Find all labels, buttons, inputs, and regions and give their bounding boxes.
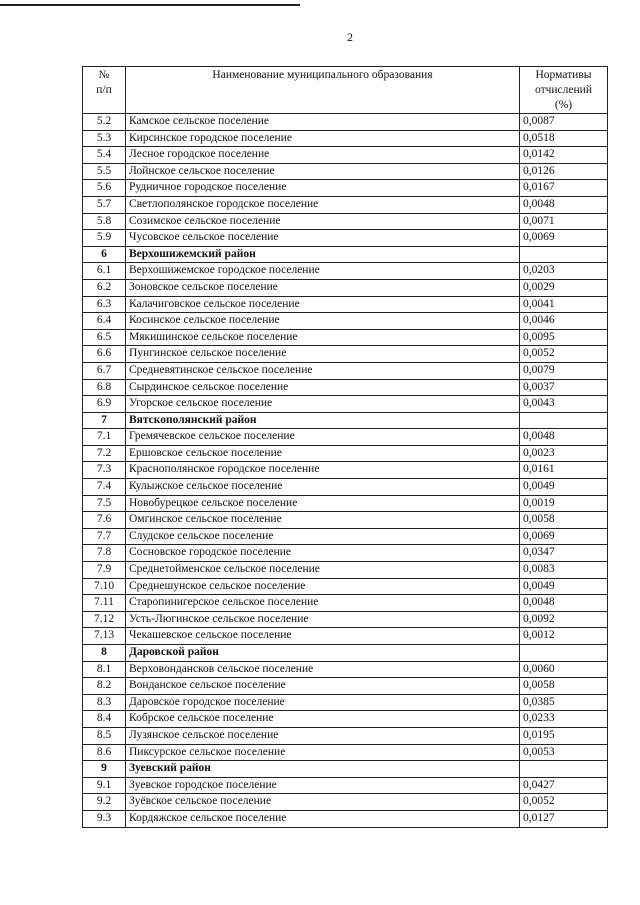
table-row [83,445,608,462]
row-value: 0,0385 [520,694,608,711]
norms-table [82,66,608,828]
row-name: Мякишинское сельское поселение [126,329,520,346]
table-row [83,545,608,562]
row-value: 0,0052 [520,794,608,811]
row-value: 0,0167 [520,180,608,197]
table-row [83,114,608,131]
row-value: 0,0058 [520,512,608,529]
table-row [83,180,608,197]
table-row [83,130,608,147]
table-row [83,595,608,612]
table-row [83,711,608,728]
row-value: 0,0233 [520,711,608,728]
row-number: 8.4 [83,711,126,728]
header-norms [520,67,608,114]
table-row [83,313,608,330]
row-number: 5.8 [83,213,126,230]
district-row [83,412,608,429]
row-number: 6.7 [83,362,126,379]
row-name: Кобрское сельское поселение [126,711,520,728]
table-row [83,810,608,827]
row-name: Созимское сельское поселение [126,213,520,230]
row-number: 6.5 [83,329,126,346]
row-number: 5.7 [83,196,126,213]
table-header-row [83,67,608,114]
table-row [83,611,608,628]
row-value: 0,0049 [520,479,608,496]
row-number: 9 [83,761,126,778]
table-row [83,479,608,496]
row-name: Даровской район [126,645,520,662]
row-value: 0,0203 [520,263,608,280]
table-row [83,329,608,346]
row-value: 0,0127 [520,810,608,827]
table-row [83,777,608,794]
row-name: Зуевский район [126,761,520,778]
row-name: Верхошижемское городское поселение [126,263,520,280]
row-number: 5.4 [83,147,126,164]
row-name: Камское сельское поселение [126,114,520,131]
row-name: Лойнское сельское поселение [126,163,520,180]
row-value: 0,0083 [520,562,608,579]
row-number: 7.8 [83,545,126,562]
row-value: 0,0048 [520,196,608,213]
row-name: Вятскополянский район [126,412,520,429]
row-value: 0,0079 [520,362,608,379]
row-value: 0,0049 [520,578,608,595]
row-name: Сырдинское сельское поселение [126,379,520,396]
row-number: 7.12 [83,611,126,628]
row-number: 9.1 [83,777,126,794]
row-number: 5.5 [83,163,126,180]
table-row [83,429,608,446]
district-row [83,645,608,662]
row-number: 7.11 [83,595,126,612]
table-row [83,396,608,413]
row-name: Косинское сельское поселение [126,313,520,330]
row-number: 7.3 [83,462,126,479]
row-value: 0,0071 [520,213,608,230]
row-name: Рудничное городское поселение [126,180,520,197]
row-value: 0,0052 [520,346,608,363]
row-number: 8.1 [83,661,126,678]
table-row [83,578,608,595]
row-value: 0,0019 [520,495,608,512]
row-number: 7.1 [83,429,126,446]
table-row [83,379,608,396]
table-row [83,462,608,479]
table-row [83,279,608,296]
table-row [83,495,608,512]
row-number: 7.10 [83,578,126,595]
row-value: 0,0126 [520,163,608,180]
table-row [83,727,608,744]
table-row [83,263,608,280]
header-number-line2: п/п [96,84,112,96]
row-number: 8.5 [83,727,126,744]
row-name: Лузянское сельское поселение [126,727,520,744]
row-number: 9.2 [83,794,126,811]
row-value [520,246,608,263]
row-number: 6.6 [83,346,126,363]
row-name: Кирсинское городское поселение [126,130,520,147]
table-row [83,694,608,711]
row-name: Даровское городское поселение [126,694,520,711]
row-name: Кордяжское сельское поселение [126,810,520,827]
row-number: 7 [83,412,126,429]
row-value: 0,0012 [520,628,608,645]
header-number [83,67,126,114]
row-number: 6 [83,246,126,263]
row-value: 0,0518 [520,130,608,147]
row-value: 0,0037 [520,379,608,396]
table-row [83,744,608,761]
row-name: Чусовское сельское поселение [126,230,520,247]
table-row [83,230,608,247]
row-number: 6.2 [83,279,126,296]
row-value: 0,0427 [520,777,608,794]
row-name: Чекашевское сельское поселение [126,628,520,645]
row-number: 7.4 [83,479,126,496]
row-name: Пунгинское сельское поселение [126,346,520,363]
row-value: 0,0053 [520,744,608,761]
row-name: Вонданское сельское поселение [126,678,520,695]
row-name: Пиксурское сельское поселение [126,744,520,761]
table-row [83,196,608,213]
row-number: 5.2 [83,114,126,131]
row-name: Краснополянское городское поселение [126,462,520,479]
row-value: 0,0046 [520,313,608,330]
row-number: 6.1 [83,263,126,280]
table-row [83,213,608,230]
table-body [83,114,608,828]
row-number: 8 [83,645,126,662]
row-number: 7.2 [83,445,126,462]
row-value: 0,0041 [520,296,608,313]
table-row [83,163,608,180]
row-number: 6.3 [83,296,126,313]
row-number: 7.6 [83,512,126,529]
table-row [83,346,608,363]
row-name: Калачиговское сельское поселение [126,296,520,313]
row-value: 0,0347 [520,545,608,562]
page-number: 2 [347,30,353,44]
table-row [83,678,608,695]
row-number: 8.6 [83,744,126,761]
table-row [83,628,608,645]
row-value [520,645,608,662]
table-row [83,661,608,678]
row-value: 0,0195 [520,727,608,744]
row-name: Старопинигерское сельское поселение [126,595,520,612]
row-name: Среднешунское сельское поселение [126,578,520,595]
row-name: Верховондансков сельское поселение [126,661,520,678]
row-number: 6.4 [83,313,126,330]
row-number: 7.9 [83,562,126,579]
row-name: Гремячевское сельское поселение [126,429,520,446]
district-row [83,761,608,778]
district-row [83,246,608,263]
row-number: 8.2 [83,678,126,695]
row-value: 0,0069 [520,230,608,247]
row-value: 0,0095 [520,329,608,346]
row-value: 0,0161 [520,462,608,479]
table-row [83,528,608,545]
row-number: 7.7 [83,528,126,545]
row-value: 0,0087 [520,114,608,131]
row-name: Слудское сельское поселение [126,528,520,545]
row-number: 6.9 [83,396,126,413]
row-name: Зуевское городское поселение [126,777,520,794]
row-value [520,761,608,778]
row-value: 0,0142 [520,147,608,164]
header-norms-line1: Нормативы [535,69,592,81]
row-name: Лесное городское поселение [126,147,520,164]
row-name: Зуёвское сельское поселение [126,794,520,811]
row-name: Усть-Люгинское сельское поселение [126,611,520,628]
row-value: 0,0048 [520,595,608,612]
row-number: 7.5 [83,495,126,512]
row-value [520,412,608,429]
header-number-line1: № [98,69,110,81]
row-value: 0,0023 [520,445,608,462]
row-number: 8.3 [83,694,126,711]
table-row [83,362,608,379]
row-value: 0,0058 [520,678,608,695]
row-number: 6.8 [83,379,126,396]
row-number: 7.13 [83,628,126,645]
row-value: 0,0060 [520,661,608,678]
row-value: 0,0069 [520,528,608,545]
row-value: 0,0043 [520,396,608,413]
row-value: 0,0092 [520,611,608,628]
row-number: 5.9 [83,230,126,247]
header-norms-line3: (%) [554,99,573,111]
row-name: Кулыжское сельское поселение [126,479,520,496]
table-row [83,794,608,811]
header-norms-line2: отчислений [535,84,592,96]
header-name: Наименование муниципального образования [126,67,520,114]
row-name: Среднетойменское сельское поселение [126,562,520,579]
row-name: Верхошижемский район [126,246,520,263]
row-name: Сосновское городское поселение [126,545,520,562]
row-value: 0,0029 [520,279,608,296]
row-number: 5.3 [83,130,126,147]
table-row [83,512,608,529]
row-number: 5.6 [83,180,126,197]
row-name: Угорское сельское поселение [126,396,520,413]
row-name: Зоновское сельское поселение [126,279,520,296]
row-name: Светлополянское городское поселение [126,196,520,213]
row-name: Новобурецкое сельское поселение [126,495,520,512]
table-row [83,147,608,164]
row-name: Омгинское сельское поселение [126,512,520,529]
row-name: Ершовское сельское поселение [126,445,520,462]
table-row [83,296,608,313]
top-rule [0,4,300,6]
row-value: 0,0048 [520,429,608,446]
row-number: 9.3 [83,810,126,827]
row-name: Средневятинское сельское поселение [126,362,520,379]
table-row [83,562,608,579]
